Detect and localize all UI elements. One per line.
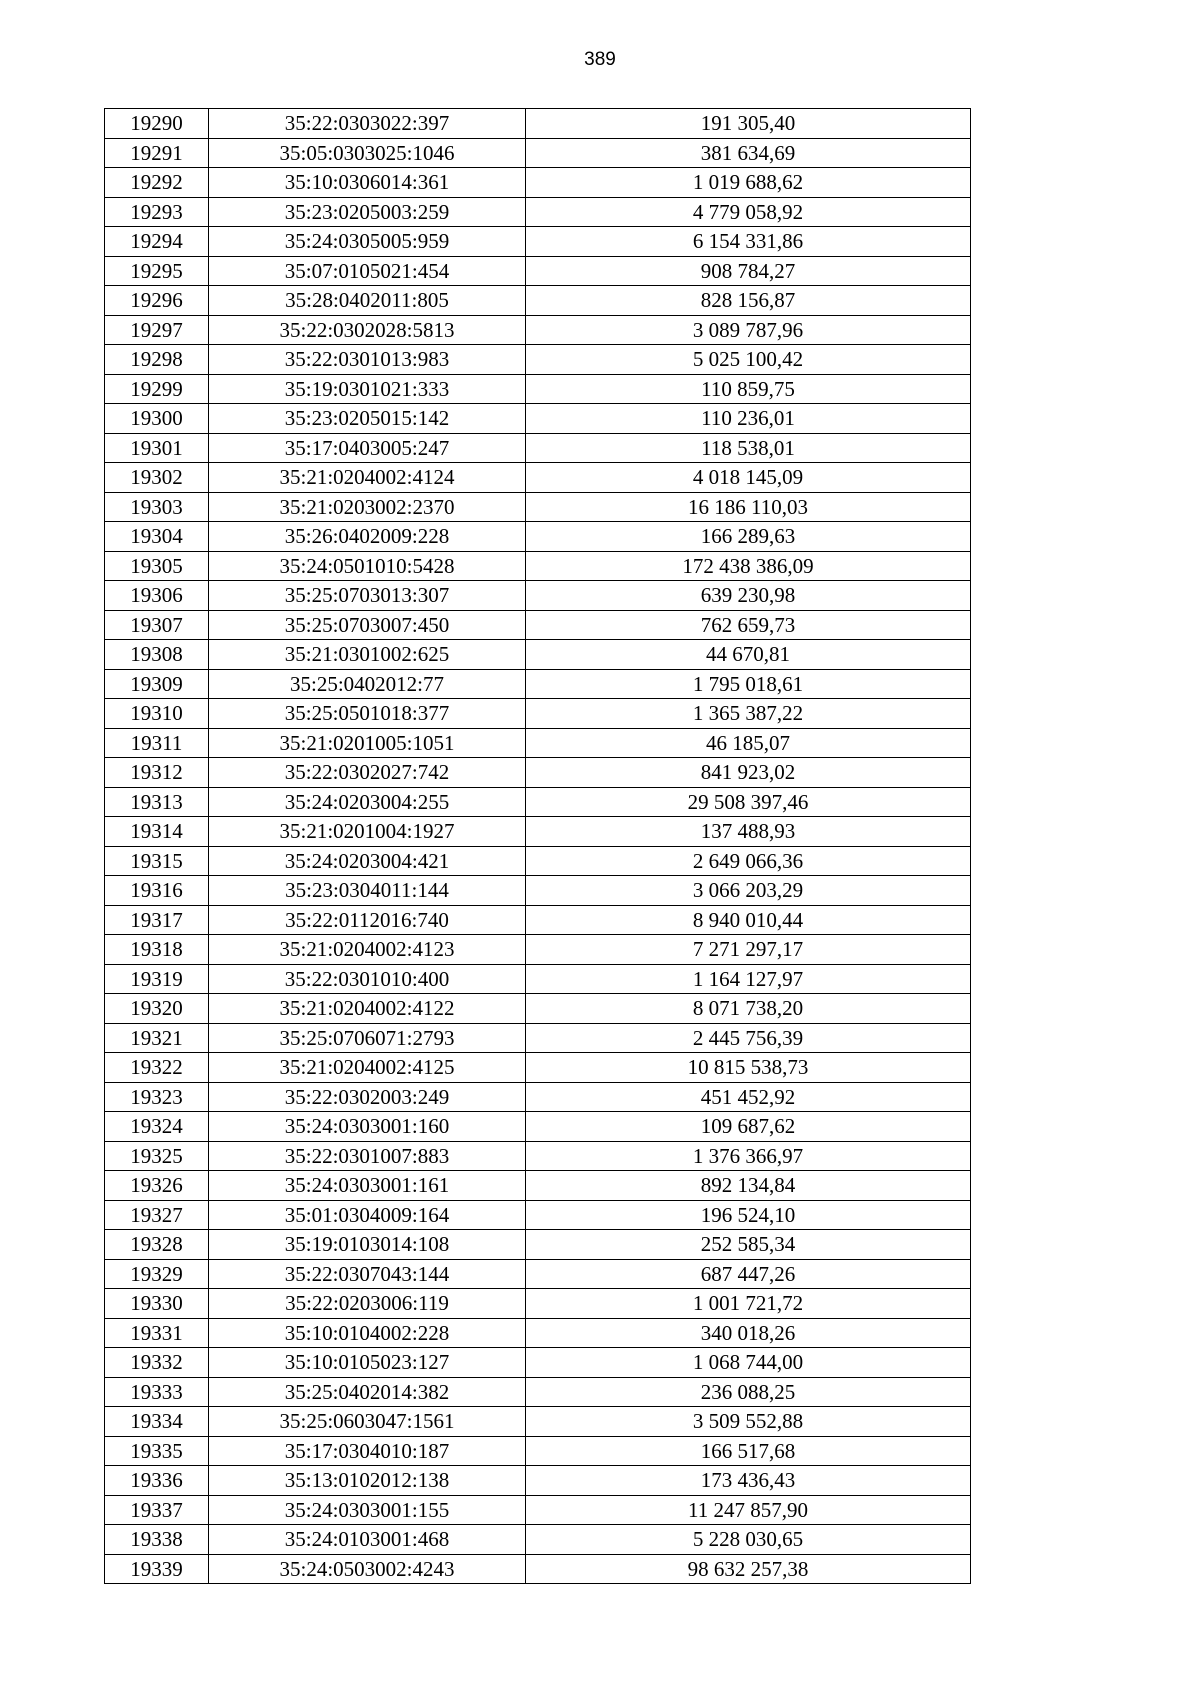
row-number-cell: 19328: [105, 1230, 209, 1260]
cadastral-value-cell: 236 088,25: [526, 1377, 971, 1407]
row-number-cell: 19303: [105, 492, 209, 522]
table-body: [105, 109, 971, 1584]
row-number-cell: 19290: [105, 109, 209, 139]
row-number-cell: 19319: [105, 964, 209, 994]
row-number-cell: 19291: [105, 138, 209, 168]
row-number-cell: 19330: [105, 1289, 209, 1319]
cadastral-value-cell: 4 018 145,09: [526, 463, 971, 493]
row-number-cell: 19311: [105, 728, 209, 758]
cadastral-value-cell: 110 236,01: [526, 404, 971, 434]
table-row: [105, 492, 971, 522]
cadastral-number-cell: 35:26:0402009:228: [209, 522, 526, 552]
cadastral-number-cell: 35:25:0603047:1561: [209, 1407, 526, 1437]
cadastral-value-cell: 908 784,27: [526, 256, 971, 286]
row-number-cell: 19329: [105, 1259, 209, 1289]
cadastral-value-cell: 3 509 552,88: [526, 1407, 971, 1437]
table-row: [105, 1053, 971, 1083]
row-number-cell: 19324: [105, 1112, 209, 1142]
cadastral-number-cell: 35:24:0305005:959: [209, 227, 526, 257]
table-row: [105, 256, 971, 286]
cadastral-value-cell: 2 649 066,36: [526, 846, 971, 876]
row-number-cell: 19308: [105, 640, 209, 670]
row-number-cell: 19305: [105, 551, 209, 581]
table-row: [105, 1230, 971, 1260]
cadastral-value-cell: 3 066 203,29: [526, 876, 971, 906]
table-row: [105, 876, 971, 906]
row-number-cell: 19338: [105, 1525, 209, 1555]
row-number-cell: 19320: [105, 994, 209, 1024]
table-row: [105, 227, 971, 257]
cadastral-value-cell: 46 185,07: [526, 728, 971, 758]
table-row: [105, 905, 971, 935]
cadastral-number-cell: 35:22:0302003:249: [209, 1082, 526, 1112]
table-row: [105, 1082, 971, 1112]
table-row: [105, 1348, 971, 1378]
cadastral-value-cell: 1 164 127,97: [526, 964, 971, 994]
cadastral-number-cell: 35:23:0205015:142: [209, 404, 526, 434]
row-number-cell: 19317: [105, 905, 209, 935]
row-number-cell: 19302: [105, 463, 209, 493]
row-number-cell: 19313: [105, 787, 209, 817]
row-number-cell: 19336: [105, 1466, 209, 1496]
cadastral-value-cell: 1 001 721,72: [526, 1289, 971, 1319]
cadastral-value-cell: 841 923,02: [526, 758, 971, 788]
cadastral-number-cell: 35:23:0205003:259: [209, 197, 526, 227]
cadastral-value-cell: 1 365 387,22: [526, 699, 971, 729]
table-row: [105, 1554, 971, 1584]
cadastral-number-cell: 35:21:0204002:4122: [209, 994, 526, 1024]
table-row: [105, 699, 971, 729]
table-row: [105, 197, 971, 227]
cadastral-value-cell: 451 452,92: [526, 1082, 971, 1112]
table-row: [105, 404, 971, 434]
cadastral-value-cell: 44 670,81: [526, 640, 971, 670]
row-number-cell: 19322: [105, 1053, 209, 1083]
table-row: [105, 1023, 971, 1053]
table-row: [105, 374, 971, 404]
cadastral-value-cell: 828 156,87: [526, 286, 971, 316]
cadastral-number-cell: 35:10:0306014:361: [209, 168, 526, 198]
cadastral-number-cell: 35:24:0303001:161: [209, 1171, 526, 1201]
row-number-cell: 19331: [105, 1318, 209, 1348]
table-row: [105, 846, 971, 876]
table-row: [105, 1171, 971, 1201]
cadastral-value-cell: 340 018,26: [526, 1318, 971, 1348]
table-row: [105, 787, 971, 817]
cadastral-value-cell: 29 508 397,46: [526, 787, 971, 817]
row-number-cell: 19323: [105, 1082, 209, 1112]
cadastral-value-cell: 16 186 110,03: [526, 492, 971, 522]
row-number-cell: 19332: [105, 1348, 209, 1378]
cadastral-number-cell: 35:10:0105023:127: [209, 1348, 526, 1378]
row-number-cell: 19316: [105, 876, 209, 906]
table-row: [105, 138, 971, 168]
row-number-cell: 19325: [105, 1141, 209, 1171]
cadastral-value-cell: 4 779 058,92: [526, 197, 971, 227]
cadastral-value-cell: 191 305,40: [526, 109, 971, 139]
cadastral-value-cell: 639 230,98: [526, 581, 971, 611]
cadastral-value-cell: 166 517,68: [526, 1436, 971, 1466]
cadastral-value-cell: 109 687,62: [526, 1112, 971, 1142]
cadastral-value-cell: 1 376 366,97: [526, 1141, 971, 1171]
table-row: [105, 1466, 971, 1496]
table-row: [105, 1289, 971, 1319]
row-number-cell: 19314: [105, 817, 209, 847]
cadastral-value-cell: 8 071 738,20: [526, 994, 971, 1024]
cadastral-value-cell: 10 815 538,73: [526, 1053, 971, 1083]
cadastral-value-cell: 196 524,10: [526, 1200, 971, 1230]
cadastral-number-cell: 35:25:0402012:77: [209, 669, 526, 699]
cadastral-value-cell: 8 940 010,44: [526, 905, 971, 935]
cadastral-value-cell: 98 632 257,38: [526, 1554, 971, 1584]
cadastral-value-table: [104, 108, 971, 1584]
cadastral-number-cell: 35:25:0703007:450: [209, 610, 526, 640]
row-number-cell: 19327: [105, 1200, 209, 1230]
cadastral-number-cell: 35:24:0501010:5428: [209, 551, 526, 581]
cadastral-value-cell: 137 488,93: [526, 817, 971, 847]
cadastral-number-cell: 35:25:0703013:307: [209, 581, 526, 611]
row-number-cell: 19334: [105, 1407, 209, 1437]
table-row: [105, 964, 971, 994]
row-number-cell: 19335: [105, 1436, 209, 1466]
table-row: [105, 1377, 971, 1407]
cadastral-number-cell: 35:07:0105021:454: [209, 256, 526, 286]
cadastral-number-cell: 35:25:0706071:2793: [209, 1023, 526, 1053]
row-number-cell: 19339: [105, 1554, 209, 1584]
row-number-cell: 19297: [105, 315, 209, 345]
row-number-cell: 19326: [105, 1171, 209, 1201]
row-number-cell: 19299: [105, 374, 209, 404]
cadastral-number-cell: 35:22:0301007:883: [209, 1141, 526, 1171]
cadastral-number-cell: 35:10:0104002:228: [209, 1318, 526, 1348]
cadastral-number-cell: 35:21:0204002:4123: [209, 935, 526, 965]
table-row: [105, 935, 971, 965]
cadastral-value-cell: 1 068 744,00: [526, 1348, 971, 1378]
cadastral-value-cell: 3 089 787,96: [526, 315, 971, 345]
cadastral-number-cell: 35:24:0203004:421: [209, 846, 526, 876]
table-row: [105, 109, 971, 139]
table-row: [105, 581, 971, 611]
cadastral-number-cell: 35:13:0102012:138: [209, 1466, 526, 1496]
cadastral-value-cell: 892 134,84: [526, 1171, 971, 1201]
table-row: [105, 315, 971, 345]
row-number-cell: 19315: [105, 846, 209, 876]
row-number-cell: 19321: [105, 1023, 209, 1053]
table-row: [105, 286, 971, 316]
table-row: [105, 522, 971, 552]
cadastral-value-cell: 252 585,34: [526, 1230, 971, 1260]
cadastral-value-cell: 172 438 386,09: [526, 551, 971, 581]
cadastral-number-cell: 35:21:0201004:1927: [209, 817, 526, 847]
cadastral-number-cell: 35:22:0307043:144: [209, 1259, 526, 1289]
table-row: [105, 1112, 971, 1142]
table-row: [105, 463, 971, 493]
cadastral-number-cell: 35:21:0301002:625: [209, 640, 526, 670]
row-number-cell: 19306: [105, 581, 209, 611]
table-row: [105, 817, 971, 847]
table-row: [105, 994, 971, 1024]
cadastral-value-cell: 762 659,73: [526, 610, 971, 640]
table-row: [105, 758, 971, 788]
cadastral-number-cell: 35:24:0303001:160: [209, 1112, 526, 1142]
cadastral-number-cell: 35:22:0302028:5813: [209, 315, 526, 345]
cadastral-number-cell: 35:24:0103001:468: [209, 1525, 526, 1555]
row-number-cell: 19312: [105, 758, 209, 788]
cadastral-value-cell: 118 538,01: [526, 433, 971, 463]
row-number-cell: 19294: [105, 227, 209, 257]
cadastral-number-cell: 35:21:0204002:4124: [209, 463, 526, 493]
row-number-cell: 19304: [105, 522, 209, 552]
cadastral-value-cell: 381 634,69: [526, 138, 971, 168]
table-row: [105, 610, 971, 640]
cadastral-number-cell: 35:05:0303025:1046: [209, 138, 526, 168]
row-number-cell: 19292: [105, 168, 209, 198]
row-number-cell: 19298: [105, 345, 209, 375]
table-row: [105, 1318, 971, 1348]
cadastral-number-cell: 35:19:0301021:333: [209, 374, 526, 404]
table-row: [105, 1436, 971, 1466]
table-row: [105, 168, 971, 198]
cadastral-value-cell: 5 025 100,42: [526, 345, 971, 375]
cadastral-number-cell: 35:19:0103014:108: [209, 1230, 526, 1260]
cadastral-value-cell: 1 019 688,62: [526, 168, 971, 198]
row-number-cell: 19307: [105, 610, 209, 640]
row-number-cell: 19318: [105, 935, 209, 965]
cadastral-value-cell: 11 247 857,90: [526, 1495, 971, 1525]
table-row: [105, 345, 971, 375]
row-number-cell: 19337: [105, 1495, 209, 1525]
cadastral-number-cell: 35:28:0402011:805: [209, 286, 526, 316]
cadastral-value-cell: 1 795 018,61: [526, 669, 971, 699]
table-row: [105, 1141, 971, 1171]
cadastral-value-cell: 166 289,63: [526, 522, 971, 552]
table-row: [105, 669, 971, 699]
cadastral-number-cell: 35:22:0302027:742: [209, 758, 526, 788]
cadastral-number-cell: 35:24:0303001:155: [209, 1495, 526, 1525]
cadastral-number-cell: 35:21:0201005:1051: [209, 728, 526, 758]
page-number: 389: [584, 49, 616, 70]
row-number-cell: 19333: [105, 1377, 209, 1407]
row-number-cell: 19295: [105, 256, 209, 286]
cadastral-value-cell: 2 445 756,39: [526, 1023, 971, 1053]
table-row: [105, 640, 971, 670]
cadastral-number-cell: 35:22:0303022:397: [209, 109, 526, 139]
table-row: [105, 433, 971, 463]
cadastral-value-cell: 110 859,75: [526, 374, 971, 404]
cadastral-value-cell: 173 436,43: [526, 1466, 971, 1496]
row-number-cell: 19309: [105, 669, 209, 699]
cadastral-number-cell: 35:23:0304011:144: [209, 876, 526, 906]
cadastral-number-cell: 35:21:0204002:4125: [209, 1053, 526, 1083]
cadastral-value-cell: 7 271 297,17: [526, 935, 971, 965]
cadastral-number-cell: 35:22:0203006:119: [209, 1289, 526, 1319]
table-row: [105, 551, 971, 581]
cadastral-number-cell: 35:22:0301013:983: [209, 345, 526, 375]
table-row: [105, 1259, 971, 1289]
cadastral-number-cell: 35:24:0503002:4243: [209, 1554, 526, 1584]
table-row: [105, 728, 971, 758]
cadastral-number-cell: 35:17:0403005:247: [209, 433, 526, 463]
cadastral-value-cell: 687 447,26: [526, 1259, 971, 1289]
cadastral-number-cell: 35:24:0203004:255: [209, 787, 526, 817]
cadastral-number-cell: 35:01:0304009:164: [209, 1200, 526, 1230]
cadastral-value-cell: 6 154 331,86: [526, 227, 971, 257]
cadastral-value-cell: 5 228 030,65: [526, 1525, 971, 1555]
cadastral-number-cell: 35:25:0501018:377: [209, 699, 526, 729]
table-row: [105, 1495, 971, 1525]
cadastral-number-cell: 35:17:0304010:187: [209, 1436, 526, 1466]
row-number-cell: 19293: [105, 197, 209, 227]
row-number-cell: 19300: [105, 404, 209, 434]
cadastral-number-cell: 35:22:0301010:400: [209, 964, 526, 994]
table-row: [105, 1200, 971, 1230]
row-number-cell: 19310: [105, 699, 209, 729]
cadastral-number-cell: 35:25:0402014:382: [209, 1377, 526, 1407]
cadastral-number-cell: 35:22:0112016:740: [209, 905, 526, 935]
cadastral-number-cell: 35:21:0203002:2370: [209, 492, 526, 522]
row-number-cell: 19296: [105, 286, 209, 316]
table-row: [105, 1525, 971, 1555]
table-row: [105, 1407, 971, 1437]
row-number-cell: 19301: [105, 433, 209, 463]
